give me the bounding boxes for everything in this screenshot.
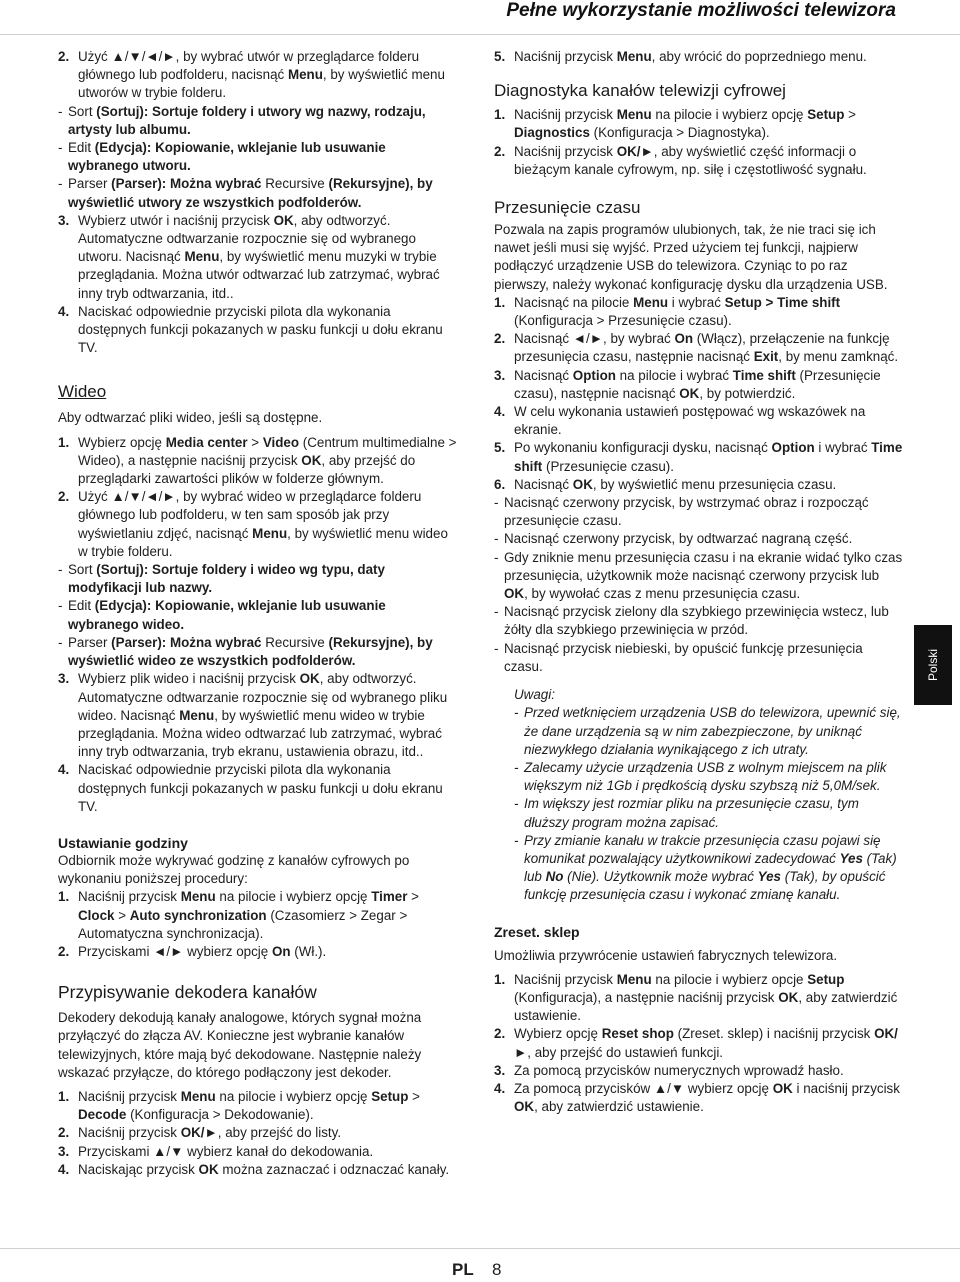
- key-term: Menu: [179, 707, 215, 723]
- diagnostics-heading: Diagnostyka kanałów telewizji cyfrowej: [494, 81, 786, 101]
- page-number: 8: [492, 1260, 502, 1279]
- step-text: , by wyświetlić menu przesunięcia czasu.: [592, 476, 837, 492]
- right-column: [494, 48, 904, 1116]
- step-text: Użyć ▲/▼/◄/►, by wybrać wideo w przeglądarce folderu głównego lub podfolderu, w ten sam sposób jak przy wyświetlaniu zdjęć, nacisnąć: [78, 489, 422, 541]
- key-term: OK: [778, 989, 799, 1005]
- numbered-step: [494, 1025, 904, 1061]
- step-number: 3.: [58, 212, 70, 228]
- key-term: (Edycja): Kopiowanie, wklejanie lub usuwanie wybranego wideo.: [68, 598, 386, 632]
- step-text: >: [844, 107, 856, 123]
- key-term: OK/►: [180, 1125, 218, 1141]
- step-text: (Włącz), przełączenie na funkcję przesunięcia czasu, następnie nacisnąć: [514, 331, 890, 365]
- step-text: Nacisnąć czerwony przycisk, by odtwarzać nagraną część.: [504, 531, 853, 547]
- step-text: (Przesunięcie czasu), następnie nacisnąć: [514, 367, 881, 401]
- step-text: >: [247, 434, 263, 450]
- reset-heading: Zreset. sklep: [494, 923, 580, 940]
- numbered-step: [494, 1080, 904, 1116]
- step-text: Przed wetknięciem urządzenia USB do telewizora, upewnić się, że dane urządzenia są w nim zabezpieczone, by uniknąć niezwykłego działania wynikającego z ich utraty.: [524, 705, 901, 757]
- step-text: , aby odtworzyć. Automatyczne odtwarzanie rozpocznie się od wybranego pliku wideo. Nacisnąć: [78, 671, 448, 723]
- step-text: Naciśnij przycisk: [78, 889, 181, 905]
- sub-option: [494, 603, 904, 639]
- numbered-step: [494, 476, 904, 494]
- key-term: Diagnostics: [514, 125, 590, 141]
- step-text: na pilocie i wybierz opcję: [651, 107, 808, 123]
- step-number: 1.: [58, 889, 70, 905]
- dash-marker: -: [494, 604, 499, 620]
- step-text: na pilocie i wybierz opcję: [215, 1088, 372, 1104]
- numbered-step: [58, 888, 458, 943]
- dash-marker: -: [494, 495, 499, 511]
- decoder-intro: Dekodery dekodują kanały analogowe, których sygnał można przyłączyć do złącza AV. Konieczne jest wybranie kanałów telewizyjnych, które mają być dekodowane. Następnie należy wskazać przyłącze, do którego podłączony jest dekoder.: [58, 1010, 422, 1080]
- step-text: Nacisnąć ◄/►, by wybrać: [514, 331, 675, 347]
- step-text: Nacisnąć przycisk niebieski, by opuścić funkcję przesunięcia czasu.: [504, 640, 863, 674]
- step-text: Recursive: [265, 634, 325, 650]
- sub-option: [494, 494, 904, 530]
- step-text: na pilocie i wybierz opcję: [215, 889, 372, 905]
- sub-option: [58, 561, 458, 597]
- sub-option: [58, 139, 458, 175]
- step-text: (Konfiguracja > Dekodowanie).: [126, 1107, 314, 1123]
- step-text: Za pomocą przycisków numerycznych wprowadź hasło.: [514, 1062, 844, 1078]
- step-text: , by menu zamknąć.: [778, 349, 899, 365]
- numbered-step: [58, 303, 458, 358]
- photo-continuation-list: [58, 48, 458, 357]
- step-text: Przyciskami ▲/▼ wybierz kanał do dekodowania.: [78, 1143, 374, 1159]
- key-term: Option: [771, 440, 815, 456]
- step-text: Zalecamy użycie urządzenia USB z wolnym miejscem na plik większym niż 1Gb i prędkością dysku szybszą niż 5,0M/sek.: [524, 759, 887, 794]
- step-text: (Czasomierz > Zegar > Automatyczna synchronizacja).: [78, 907, 408, 941]
- step-text: Parser: [68, 176, 108, 192]
- dash-marker: -: [58, 562, 63, 578]
- dash-marker: -: [514, 832, 519, 848]
- step-text: , aby odtworzyć. Automatyczne odtwarzanie rozpocznie się od wybranego utworu. Nacisnąć: [78, 212, 416, 265]
- page-title: Pełne wykorzystanie możliwości telewizora: [506, 0, 896, 21]
- key-term: No: [545, 869, 564, 885]
- step-number: 3.: [58, 671, 70, 687]
- dash-marker: -: [58, 634, 63, 650]
- sub-option: [494, 530, 904, 548]
- step-text: (Nie). Użytkownik może wybrać: [563, 869, 758, 885]
- step-text: Nacisnąć czerwony przycisk, by wstrzymać obraz i rozpocząć przesunięcie czasu.: [504, 495, 869, 529]
- step-number: 2.: [494, 331, 506, 347]
- dash-marker: -: [514, 705, 519, 721]
- key-term: Setup: [807, 107, 845, 123]
- step-text: Sort: [68, 103, 93, 119]
- key-term: On: [271, 943, 291, 959]
- note-item: [494, 759, 904, 795]
- step-text: można zaznaczać i odznaczać kanały.: [218, 1161, 450, 1177]
- step-text: (Tak) lub: [524, 850, 897, 885]
- step-text: >: [114, 907, 130, 923]
- key-term: Menu: [616, 971, 652, 987]
- step-text: , by wywołać czas z menu przesunięcia czasu.: [524, 586, 801, 602]
- numbered-step: [58, 488, 458, 561]
- step-text: (Przesunięcie czasu).: [542, 458, 674, 474]
- step-number: 1.: [58, 434, 70, 450]
- key-term: Time shift: [514, 440, 903, 474]
- step-text: i wybrać: [668, 294, 725, 310]
- key-term: (Rekursyjne), by wyświetlić wideo ze wszystkich podfolderów.: [68, 634, 433, 669]
- step-number: 2.: [58, 49, 70, 64]
- dash-marker: -: [494, 640, 499, 656]
- step-text: , by wyświetlić menu muzyki w trybie przeglądania. Można utwór odtwarzać lub zatrzymać, wybrać inny tryb odtwarzania, itd..: [78, 249, 440, 301]
- clock-heading: Ustawianie godziny: [58, 834, 188, 851]
- step-number: 1.: [58, 1088, 70, 1104]
- step-text: >: [408, 1088, 420, 1104]
- key-term: (Rekursyjne), by wyświetlić utwory ze wszystkich podfolderów.: [68, 176, 433, 210]
- dash-marker: -: [58, 598, 63, 614]
- step-number: 2.: [58, 943, 70, 959]
- key-term: Menu: [616, 107, 652, 123]
- step-number: 4.: [58, 762, 70, 778]
- step-number: 1.: [494, 294, 506, 310]
- numbered-step: [58, 1143, 458, 1161]
- step-text: Przyciskami ◄/► wybierz opcję: [78, 943, 272, 959]
- step-text: (Centrum multimedialne > Wideo), a następnie naciśnij przycisk: [78, 434, 457, 468]
- menu-return-step: [494, 48, 904, 66]
- key-term: Menu: [180, 889, 216, 905]
- step-text: (Konfiguracja > Diagnostyka).: [589, 125, 770, 141]
- step-text: , aby wrócić do poprzedniego menu.: [651, 49, 867, 64]
- key-term: Auto synchronization: [129, 907, 267, 923]
- page-header: [0, 0, 960, 35]
- step-text: Parser: [68, 634, 108, 650]
- step-number: 5.: [494, 49, 506, 64]
- numbered-step: [58, 943, 458, 961]
- numbered-step: [58, 434, 458, 489]
- step-text: Naciśnij przycisk: [514, 143, 617, 159]
- step-text: (Zreset. sklep) i naciśnij przycisk: [673, 1026, 875, 1042]
- language-tab-label: Polski: [925, 648, 940, 682]
- step-text: na pilocie i wybierz opcje: [651, 971, 808, 987]
- key-term: Video: [262, 434, 300, 450]
- key-term: Option: [572, 367, 616, 383]
- dash-marker: -: [58, 176, 63, 192]
- numbered-step: [494, 330, 904, 366]
- step-number: 2.: [494, 1026, 506, 1042]
- key-term: OK: [273, 212, 294, 228]
- numbered-step: [494, 106, 904, 142]
- key-term: Reset shop: [601, 1026, 674, 1042]
- sub-option: [494, 640, 904, 676]
- timeshift-steps-list: [494, 294, 904, 676]
- step-text: Naciskać odpowiednie przyciski pilota dla wykonania dostępnych funkcji pokazanych w pasku funkcji u dołu ekranu TV.: [78, 762, 443, 814]
- numbered-step: [58, 1088, 458, 1124]
- numbered-step: [494, 1062, 904, 1080]
- notes-label: Uwagi:: [514, 687, 555, 703]
- step-text: Im większy jest rozmiar pliku na przesunięcie czasu, tym dłuższy program można zapisać.: [524, 796, 859, 830]
- key-term: Menu: [287, 67, 323, 83]
- key-term: OK/►: [616, 143, 654, 159]
- sub-option: [58, 103, 458, 139]
- key-term: OK: [299, 671, 320, 687]
- step-text: Naciśnij przycisk: [514, 971, 617, 987]
- step-text: Po wykonaniu konfiguracji dysku, nacisnąć: [514, 440, 772, 456]
- key-term: Media center: [165, 434, 248, 450]
- left-column: [58, 48, 458, 1179]
- step-text: i wybrać: [814, 440, 872, 456]
- numbered-step: [494, 294, 904, 330]
- dash-marker: -: [58, 140, 63, 156]
- step-number: 6.: [494, 476, 506, 492]
- key-term: OK: [514, 1099, 535, 1115]
- clock-steps-list: [58, 888, 458, 961]
- video-heading: Wideo: [58, 382, 107, 402]
- key-term: Timer: [371, 889, 408, 905]
- dash-marker: -: [494, 549, 499, 565]
- key-term: OK: [504, 586, 525, 602]
- step-text: Wybierz opcję: [514, 1026, 602, 1042]
- decoder-heading: Przypisywanie dekodera kanałów: [58, 982, 317, 1003]
- step-text: Nacisnąć: [514, 476, 573, 492]
- numbered-step: [58, 1124, 458, 1142]
- step-number: 4.: [494, 1080, 506, 1096]
- step-text: , aby zatwierdzić ustawienie.: [514, 989, 898, 1024]
- dash-marker: -: [514, 796, 519, 812]
- step-text: , aby wyświetlić część informacji o bieżącym kanale cyfrowym, np. siłę i częstotliwość sygnału.: [514, 143, 867, 177]
- step-text: Nacisnąć: [514, 367, 573, 383]
- step-number: 1.: [494, 971, 506, 987]
- notes-list: [494, 704, 904, 904]
- key-term: Menu: [616, 49, 652, 64]
- step-text: , by wyświetlić menu utworów w trybie folderu.: [78, 67, 445, 101]
- key-term: Yes: [839, 850, 863, 866]
- step-text: Naciśnij przycisk: [514, 49, 617, 64]
- numbered-step: [494, 403, 904, 439]
- step-text: Nacisnąć na pilocie: [514, 294, 634, 310]
- step-text: Za pomocą przycisków ▲/▼ wybierz opcję: [514, 1080, 773, 1096]
- step-text: Recursive: [265, 176, 325, 192]
- step-text: Naciskając przycisk: [78, 1161, 199, 1177]
- step-text: Użyć ▲/▼/◄/►, by wybrać utwór w przeglądarce folderu głównego lub podfolderu, nacisnąć: [78, 49, 420, 83]
- step-text: Wybierz opcję: [78, 434, 166, 450]
- numbered-step: [58, 212, 458, 303]
- numbered-step: [58, 48, 458, 103]
- sub-option: [58, 175, 458, 211]
- step-text: Gdy zniknie menu przesunięcia czasu i na ekranie widać tylko czas przesunięcia, użytkownik może nacisnąć czerwony przycisk lub: [504, 549, 903, 583]
- sub-option: [494, 549, 904, 604]
- step-number: 2.: [58, 489, 70, 505]
- step-text: >: [407, 889, 419, 905]
- clock-intro: Odbiornik może wykrywać godzinę z kanałów cyfrowych po wykonaniu poniższej procedury:: [58, 852, 410, 887]
- key-term: OK: [301, 452, 322, 468]
- reset-steps-list: [494, 971, 904, 1117]
- dash-marker: -: [58, 103, 63, 119]
- step-text: Wybierz utwór i naciśnij przycisk: [78, 212, 274, 228]
- step-text: i naciśnij przycisk: [792, 1080, 900, 1096]
- key-term: On: [674, 331, 694, 347]
- step-text: , by potwierdzić.: [699, 385, 796, 401]
- timeshift-intro: Pozwala na zapis programów ulubionych, tak, że nie traci się ich nawet jeśli musi się wyjść. Przed użyciem tej funkcji, najpierw podłączyć urządzenie USB do telewizora. Czyniąc to po raz pierwszy, należy wykonać konfigurację dysku dla urządzenia USB.: [494, 222, 888, 292]
- step-text: Naciśnij przycisk: [78, 1088, 181, 1104]
- key-term: (Parser): Można wybrać: [107, 634, 266, 650]
- numbered-step: [58, 1161, 458, 1179]
- key-term: (Edycja): Kopiowanie, wklejanie lub usuwanie wybranego utworu.: [68, 140, 386, 174]
- step-text: , by wyświetlić menu wideo w trybie folderu.: [78, 525, 448, 559]
- step-text: , aby zatwierdzić ustawienie.: [534, 1099, 704, 1115]
- step-text: , aby przejść do ustawień funkcji.: [527, 1044, 724, 1060]
- key-term: (Sortuj): Sortuje foldery i wideo wg typu, daty modyfikacji lub nazwy.: [68, 562, 385, 596]
- step-number: 3.: [494, 367, 506, 383]
- step-text: , aby przejść do listy.: [217, 1125, 342, 1141]
- key-term: Setup: [807, 971, 845, 987]
- step-number: 3.: [58, 1143, 70, 1159]
- key-term: (Parser): Można wybrać: [107, 176, 266, 192]
- step-text: (Wł.).: [290, 943, 327, 959]
- step-text: Przy zmianie kanału w trakcie przesunięcia czasu pojawi się komunikat pozwalający użytkownikowi zadecydować: [524, 832, 881, 866]
- key-term: Setup > Time shift: [724, 294, 841, 310]
- video-steps-list: [58, 434, 458, 816]
- dash-marker: -: [494, 531, 499, 547]
- dash-marker: -: [514, 759, 519, 775]
- step-text: Naciskać odpowiednie przyciski pilota dla wykonania dostępnych funkcji pokazanych w pasku funkcji u dołu ekranu TV.: [78, 303, 443, 356]
- step-number: 3.: [494, 1062, 506, 1078]
- numbered-step: [58, 761, 458, 816]
- step-text: Edit: [68, 598, 92, 614]
- key-term: OK: [772, 1080, 793, 1096]
- step-text: Naciśnij przycisk: [78, 1125, 181, 1141]
- step-text: (Konfiguracja > Przesunięcie czasu).: [514, 313, 732, 329]
- step-number: 1.: [494, 107, 506, 123]
- language-tab: [914, 625, 952, 705]
- sub-option: [58, 597, 458, 633]
- diagnostics-steps-list: [494, 106, 904, 179]
- video-intro: Aby odtwarzać pliki wideo, jeśli są dostępne.: [58, 410, 323, 426]
- key-term: Menu: [633, 294, 669, 310]
- step-number: 5.: [494, 440, 506, 456]
- step-text: W celu wykonania ustawień postępować wg wskazówek na ekranie.: [514, 404, 866, 438]
- numbered-step: [494, 971, 904, 1026]
- key-term: Yes: [757, 869, 782, 885]
- key-term: OK: [198, 1161, 219, 1177]
- sub-option: [58, 634, 458, 670]
- numbered-step: [494, 143, 904, 179]
- footer-language: PL: [452, 1260, 474, 1279]
- key-term: Menu: [184, 249, 220, 265]
- key-term: Menu: [252, 525, 288, 541]
- key-term: Clock: [78, 907, 115, 923]
- step-number: 2.: [494, 143, 506, 159]
- step-number: 4.: [58, 1161, 70, 1177]
- decoder-steps-list: [58, 1088, 458, 1179]
- step-text: na pilocie i wybrać: [615, 367, 733, 383]
- step-text: , aby przejść do przeglądarki zawartości plików w folderze głównym.: [78, 452, 416, 487]
- page-footer: [0, 1248, 960, 1282]
- step-text: Edit: [68, 140, 92, 156]
- numbered-step: [494, 367, 904, 403]
- step-text: , by wyświetlić menu wideo w trybie przeglądania. Można wideo odtwarzać lub zatrzymać, wybrać inny tryb odtwarzania, tryb ekranu, ustawienia obrazu, itd..: [78, 707, 442, 760]
- key-term: OK/►: [514, 1026, 898, 1060]
- step-number: 4.: [494, 404, 506, 420]
- step-number: 2.: [58, 1125, 70, 1141]
- step-text: Sort: [68, 562, 93, 578]
- timeshift-heading: Przesunięcie czasu: [494, 198, 641, 218]
- key-term: Exit: [753, 349, 779, 365]
- key-term: Decode: [78, 1107, 127, 1123]
- key-term: Setup: [371, 1088, 409, 1104]
- numbered-step: [494, 48, 904, 66]
- step-text: Nacisnąć przycisk zielony dla szybkiego przewinięcia wstecz, lub żółty dla szybkiego przewinięcia w przód.: [504, 604, 889, 638]
- note-item: [494, 704, 904, 759]
- numbered-step: [58, 670, 458, 761]
- step-number: 4.: [58, 303, 70, 319]
- step-text: (Tak), by opuścić funkcję przesunięcia czasu i wykonać zmianę kanału.: [524, 869, 886, 903]
- key-term: Menu: [180, 1088, 216, 1104]
- step-text: Naciśnij przycisk: [514, 107, 617, 123]
- key-term: OK: [679, 385, 700, 401]
- step-text: Wybierz plik wideo i naciśnij przycisk: [78, 671, 300, 687]
- key-term: OK: [572, 476, 593, 492]
- key-term: Time shift: [732, 367, 796, 383]
- note-item: [494, 832, 904, 905]
- note-item: [494, 795, 904, 831]
- key-term: (Sortuj): Sortuje foldery i utwory wg nazwy, rodzaju, artysty lub albumu.: [68, 103, 426, 137]
- numbered-step: [494, 439, 904, 475]
- step-text: (Konfiguracja), a następnie naciśnij przycisk: [514, 989, 779, 1005]
- reset-intro: Umożliwia przywrócenie ustawień fabrycznych telewizora.: [494, 947, 838, 963]
